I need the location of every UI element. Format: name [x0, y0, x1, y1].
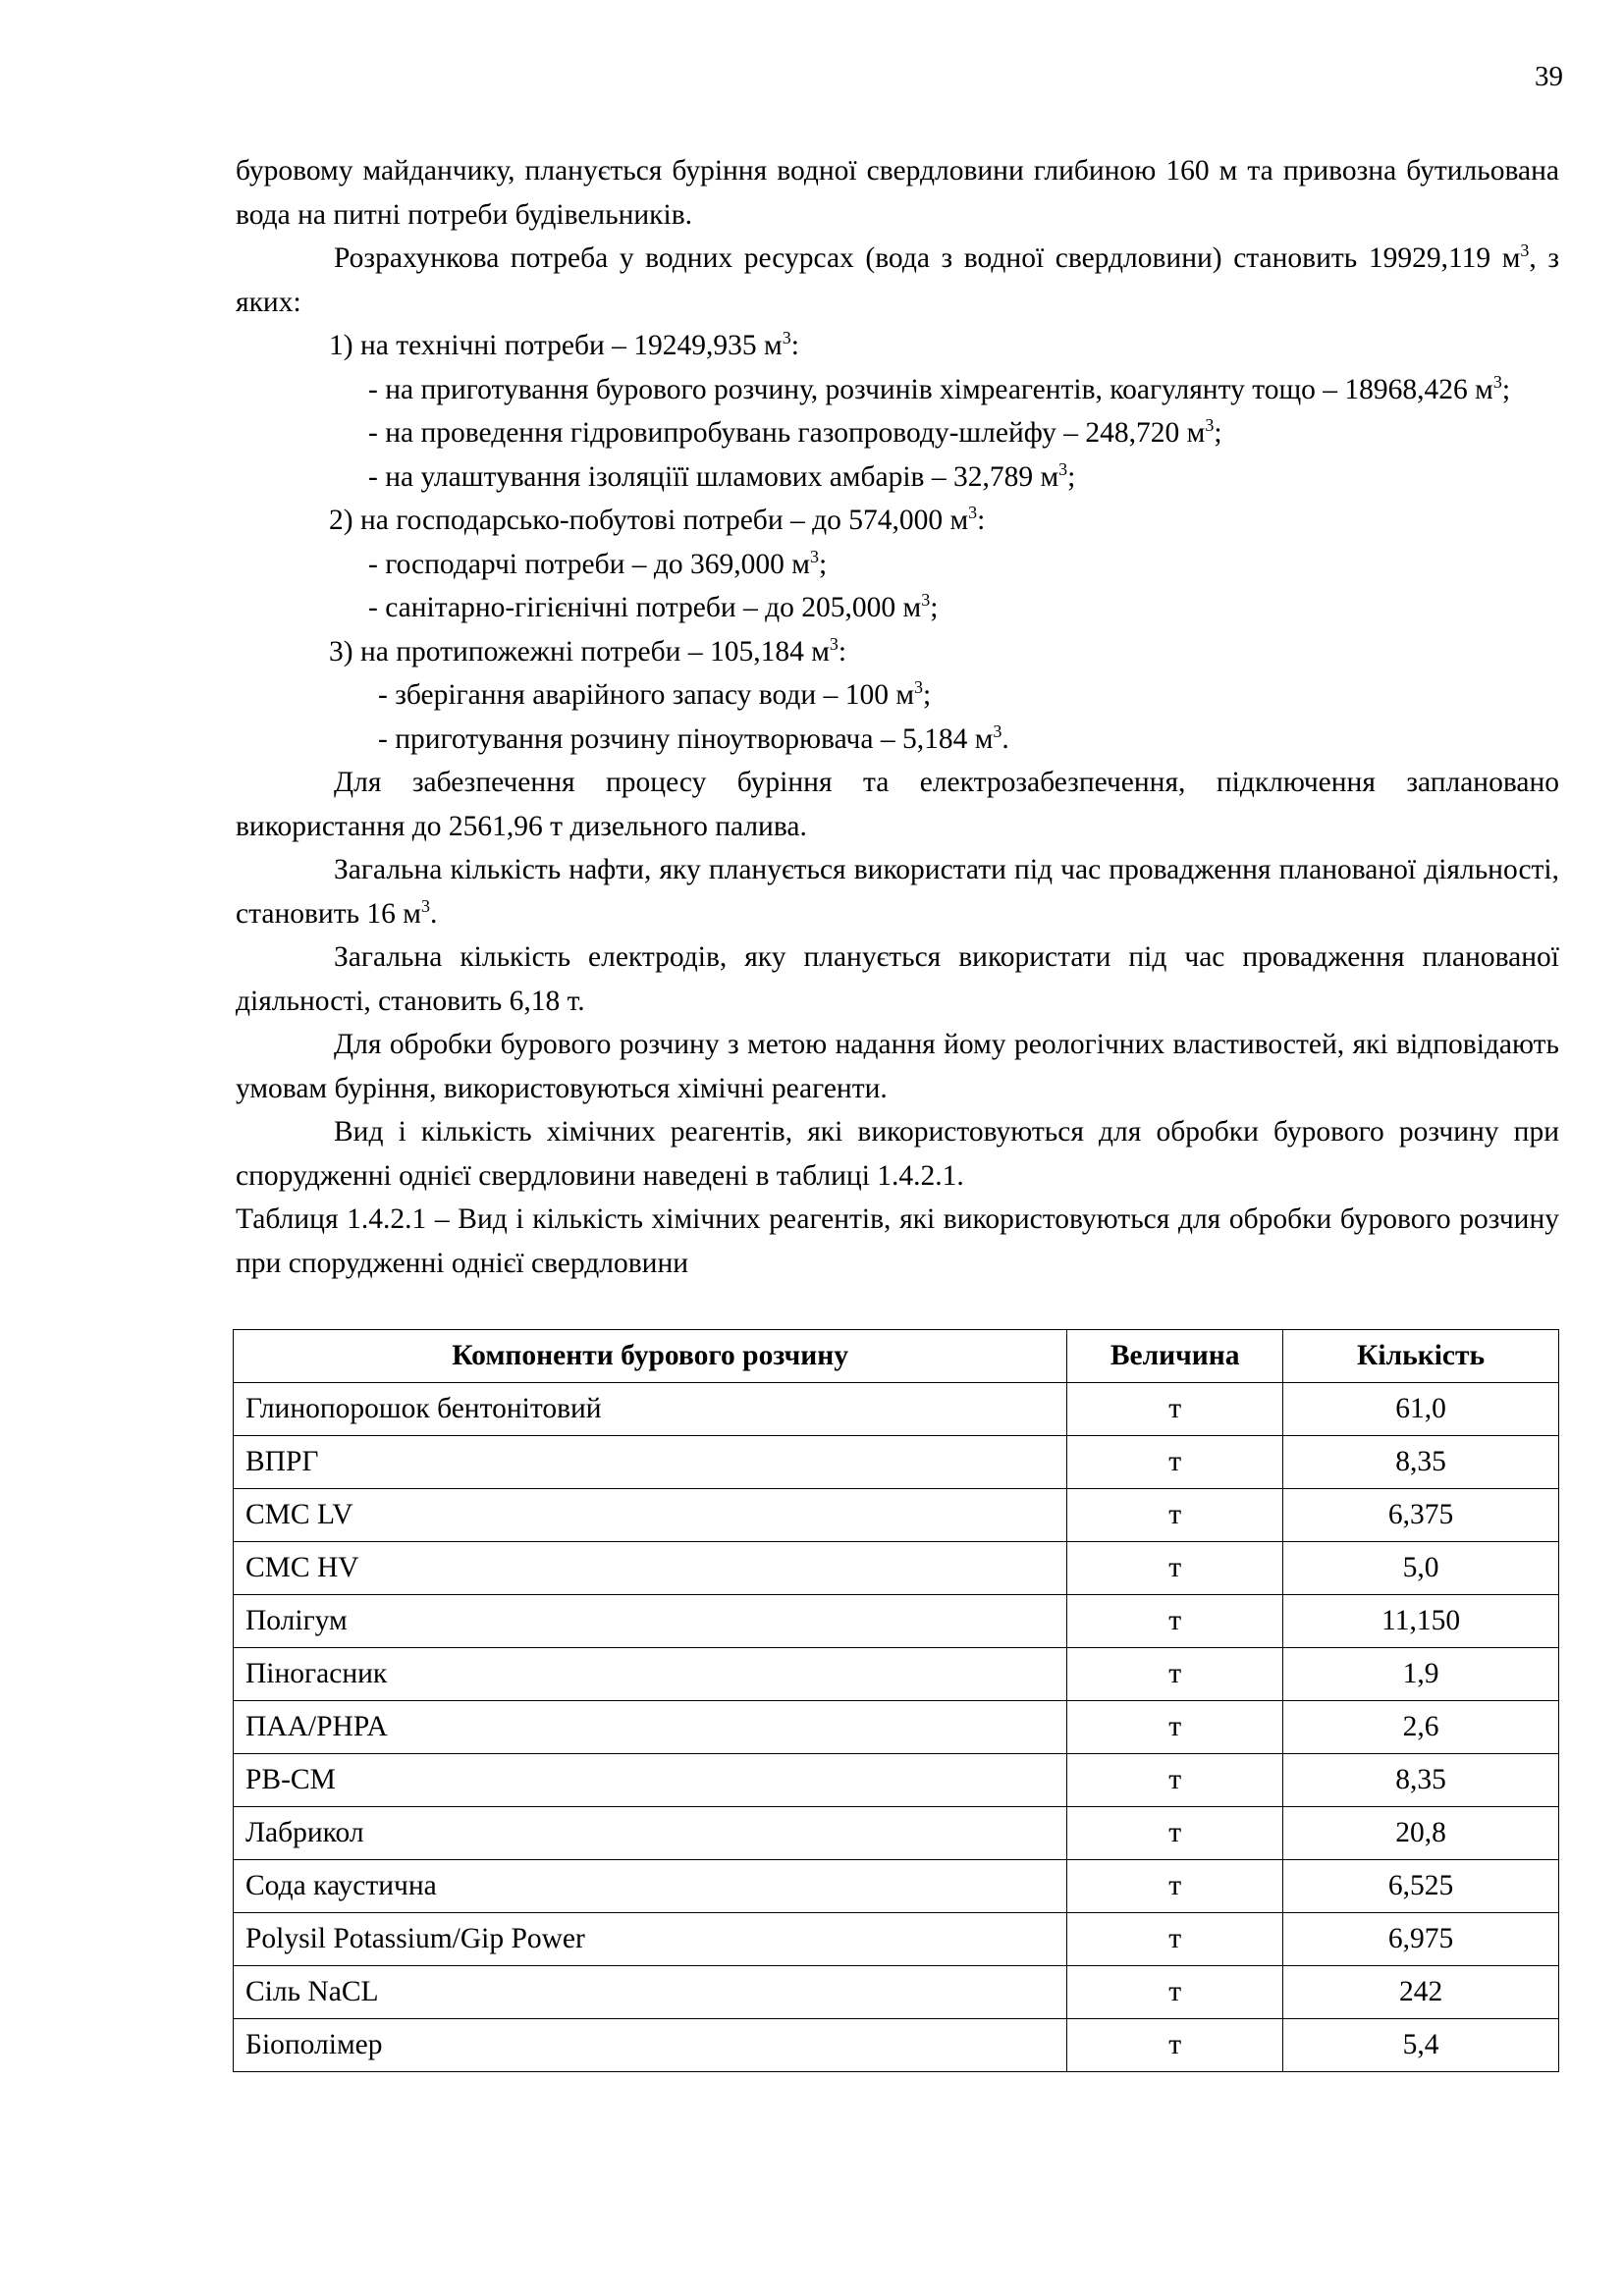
list-item-2b: - санітарно-гігієнічні потреби – до 205,000 $м^3$;: [368, 590, 939, 623]
unit-cell: т: [1067, 1383, 1283, 1436]
unit-cell: т: [1067, 1966, 1283, 2019]
component-cell: Глинопорошок бентонітовий: [234, 1383, 1067, 1436]
component-cell: CMC LV: [234, 1489, 1067, 1542]
component-cell: Сода каустична: [234, 1860, 1067, 1913]
table-row: [234, 1595, 1559, 1648]
quantity-cell: 242: [1283, 1966, 1559, 2019]
list-item-2: 2) на господарсько-побутові потреби – до 574,000 $м^3$:: [329, 503, 986, 536]
paragraph-3: Для забезпечення процесу буріння та електрозабезпечення, підключення заплановано використання до 2561,96 т дизельного палива.: [236, 767, 1559, 842]
quantity-cell: 6,375: [1283, 1489, 1559, 1542]
table-row: [234, 1542, 1559, 1595]
component-cell: Лабрикол: [234, 1807, 1067, 1860]
component-cell: ПАА/PHPA: [234, 1701, 1067, 1754]
table-row: [234, 1489, 1559, 1542]
table-header-row: [234, 1330, 1559, 1383]
page-number: 39: [1535, 61, 1563, 92]
table-row: [234, 1966, 1559, 2019]
quantity-cell: 1,9: [1283, 1648, 1559, 1701]
list-item-1a: - на приготування бурового розчину, розчинів хімреагентів, коагулянту тощо – 18968,426 $м^3$;: [368, 371, 1511, 405]
list-item-2a: - господарчі потреби – до 369,000 $м^3$;: [368, 546, 828, 580]
quantity-cell: 6,525: [1283, 1860, 1559, 1913]
quantity-cell: 8,35: [1283, 1754, 1559, 1807]
paragraph-5: Загальна кількість електродів, яку планується використати під час провадження планованої діяльності, становить 6,18 т.: [236, 941, 1559, 1017]
unit-cell: т: [1067, 2019, 1283, 2072]
table-row: [234, 1648, 1559, 1701]
list-item-1b: - на проведення гідровипробувань газопроводу-шлейфу – 248,720 $м^3$;: [368, 415, 1222, 449]
unit-cell: т: [1067, 1807, 1283, 1860]
table-caption: Таблиця 1.4.2.1 – Вид і кількість хімічних реагентів, які використовуються для обробки бурового розчину при спорудженні однієї свердловини: [236, 1203, 1559, 1279]
unit-cell: т: [1067, 1542, 1283, 1595]
column-header-component: Компоненти бурового розчину: [234, 1330, 1067, 1383]
component-cell: Polysil Potassium/Gip Power: [234, 1913, 1067, 1966]
component-cell: Біополімер: [234, 2019, 1067, 2072]
paragraph-1: буровому майданчику, планується буріння водної свердловини глибиною 160 м та привозна бутильована вода на питні потреби будівельників.: [236, 155, 1559, 231]
table-row: [234, 1701, 1559, 1754]
table-row: [234, 1436, 1559, 1489]
unit-cell: т: [1067, 1595, 1283, 1648]
list-item-3a: - зберігання аварійного запасу води – 100 $м^3$;: [378, 677, 932, 711]
table-row: [234, 1754, 1559, 1807]
quantity-cell: 11,150: [1283, 1595, 1559, 1648]
paragraph-7: Вид і кількість хімічних реагентів, які використовуються для обробки бурового розчину при спорудженні однієї свердловини наведені в таблиці 1.4.2.1.: [236, 1116, 1559, 1192]
table-row: [234, 1913, 1559, 1966]
unit-cell: т: [1067, 1701, 1283, 1754]
component-cell: РВ-СМ: [234, 1754, 1067, 1807]
reagents-table: [233, 1329, 1559, 2072]
quantity-cell: 61,0: [1283, 1383, 1559, 1436]
list-item-1: 1) на технічні потреби – 19249,935 $м^3$:: [329, 328, 799, 361]
component-cell: ВПРГ: [234, 1436, 1067, 1489]
paragraph-2: Розрахункова потреба у водних ресурсах (вода з водної свердловини) становить 19929,119 $м^3$, з яких:: [236, 240, 1559, 318]
list-item-3b: - приготування розчину піноутворювача – 5,184 $м^3$.: [378, 721, 1009, 755]
quantity-cell: 20,8: [1283, 1807, 1559, 1860]
unit-cell: т: [1067, 1860, 1283, 1913]
unit-cell: т: [1067, 1489, 1283, 1542]
body-text: [236, 149, 1559, 1285]
column-header-quantity: Кількість: [1283, 1330, 1559, 1383]
table-row: [234, 1807, 1559, 1860]
unit-cell: т: [1067, 1913, 1283, 1966]
unit-cell: т: [1067, 1754, 1283, 1807]
paragraph-4: Загальна кількість нафти, яку планується використати під час провадження планованої діяльності, становить 16 $м^3$.: [236, 854, 1559, 930]
list-item-3: 3) на протипожежні потреби – 105,184 $м^3$:: [329, 633, 847, 667]
quantity-cell: 5,4: [1283, 2019, 1559, 2072]
unit-cell: т: [1067, 1648, 1283, 1701]
component-cell: Полігум: [234, 1595, 1067, 1648]
table-row: [234, 2019, 1559, 2072]
component-cell: CMC HV: [234, 1542, 1067, 1595]
table-row: [234, 1860, 1559, 1913]
quantity-cell: 5,0: [1283, 1542, 1559, 1595]
column-header-unit: Величина: [1067, 1330, 1283, 1383]
list-item-1c: - на улаштування ізоляціїї шламових амбарів – 32,789 $м^3$;: [368, 458, 1076, 493]
component-cell: Сіль NaCL: [234, 1966, 1067, 2019]
quantity-cell: 8,35: [1283, 1436, 1559, 1489]
component-cell: Піногасник: [234, 1648, 1067, 1701]
unit-cell: т: [1067, 1436, 1283, 1489]
quantity-cell: 2,6: [1283, 1701, 1559, 1754]
table-row: [234, 1383, 1559, 1436]
paragraph-6: Для обробки бурового розчину з метою надання йому реологічних властивостей, які відповідають умовам буріння, використовуються хімічні реагенти.: [236, 1029, 1559, 1104]
quantity-cell: 6,975: [1283, 1913, 1559, 1966]
